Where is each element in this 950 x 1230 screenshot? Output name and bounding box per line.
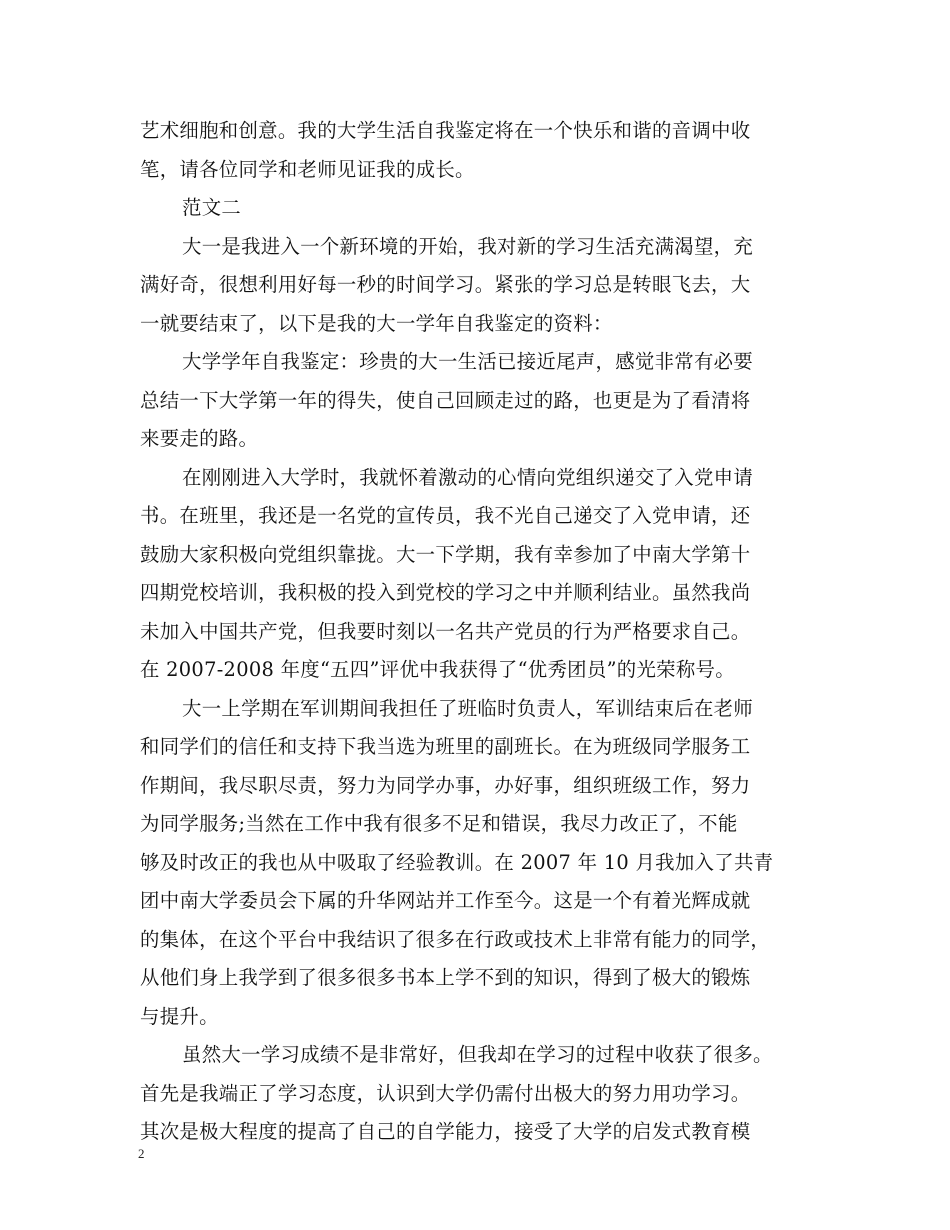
text-line: 笔，请各位同学和老师见证我的成长。 bbox=[140, 157, 475, 181]
text-line: 在 2007-2008 年度“五四”评优中我获得了“优秀团员”的光荣称号。 bbox=[140, 658, 735, 681]
text-line: 四期党校培训，我积极的投入到党校的学习之中并顺利结业。虽然我尚 bbox=[140, 581, 751, 604]
page-number: 2 bbox=[138, 1146, 145, 1161]
text-line: 在刚刚进入大学时，我就怀着激动的心情向党组织递交了入党申请 bbox=[182, 465, 754, 489]
text-line: 和同学们的信任和支持下我当选为班里的副班长。在为班级同学服务工 bbox=[140, 735, 751, 758]
text-line: 满好奇，很想利用好每一秒的时间学习。紧张的学习总是转眼飞去，大 bbox=[140, 273, 751, 296]
document-body bbox=[140, 112, 825, 1152]
section-heading: 范文二 bbox=[182, 196, 242, 219]
text-line: 一就要结束了，以下是我的大一学年自我鉴定的资料： bbox=[140, 311, 613, 335]
text-line: 团中南大学委员会下属的升华网站并工作至今。这是一个有着光辉成就 bbox=[140, 889, 751, 912]
text-line: 其次是极大程度的提高了自己的自学能力，接受了大学的启发式教育模 bbox=[140, 1120, 751, 1143]
text-line: 为同学服务;当然在工作中我有很多不足和错误，我尽力改正了，不能 bbox=[140, 812, 738, 835]
text-line: 书。在班里，我还是一名党的宣传员，我不光自己递交了入党申请，还 bbox=[140, 504, 751, 527]
text-line: 鼓励大家积极向党组织靠拢。大一下学期，我有幸参加了中南大学第十 bbox=[140, 542, 751, 566]
text-line: 大一上学期在军训期间我担任了班临时负责人，军训结束后在老师 bbox=[182, 696, 754, 720]
text-line: 来要走的路。 bbox=[140, 427, 259, 450]
text-line: 总结一下大学第一年的得失，使自己回顾走过的路，也更是为了看清将 bbox=[140, 388, 751, 412]
text-line: 艺术细胞和创意。我的大学生活自我鉴定将在一个快乐和谐的音调中收 bbox=[140, 119, 751, 142]
text-line: 与提升。 bbox=[140, 1004, 219, 1028]
text-line: 从他们身上我学到了很多很多书本上学不到的知识，得到了极大的锻炼 bbox=[140, 966, 751, 989]
text-line: 首先是我端正了学习态度，认识到大学仍需付出极大的努力用功学习。 bbox=[140, 1081, 751, 1105]
text-line: 的集体，在这个平台中我结识了很多在行政或技术上非常有能力的同学， bbox=[140, 927, 771, 951]
text-line: 够及时改正的我也从中吸取了经验教训。在 2007 年 10 月我加入了共青 bbox=[140, 850, 774, 874]
text-line: 作期间，我尽职尽责，努力为同学办事，办好事，组织班级工作，努力 bbox=[140, 773, 751, 797]
text-line: 大学学年自我鉴定：珍贵的大一生活已接近尾声，感觉非常有必要 bbox=[182, 350, 754, 373]
text-line: 虽然大一学习成绩不是非常好，但我却在学习的过程中收获了很多。 bbox=[182, 1043, 773, 1066]
text-line: 未加入中国共产党，但我要时刻以一名共产党员的行为严格要求自己。 bbox=[140, 619, 751, 643]
text-line: 大一是我进入一个新环境的开始，我对新的学习生活充满渴望，充 bbox=[182, 234, 754, 258]
